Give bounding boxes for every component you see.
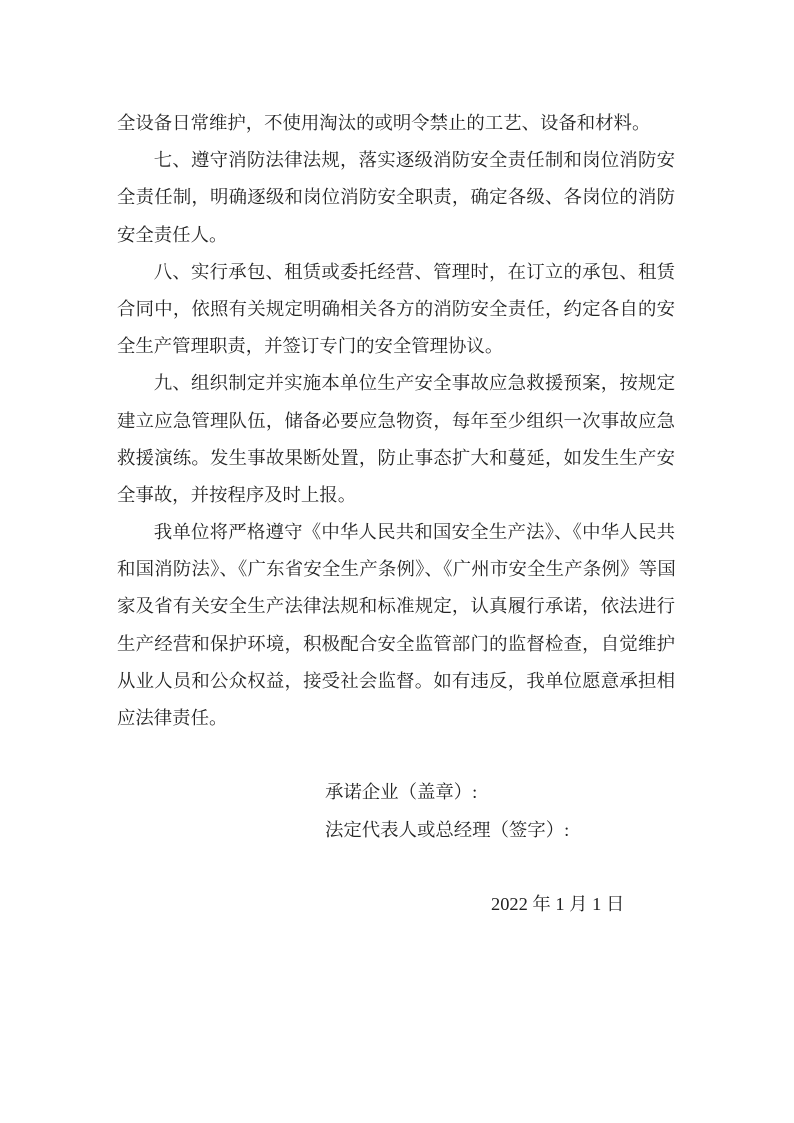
body-line: 九、组织制定并实施本单位生产安全事故应急救援预案，按规定 bbox=[153, 373, 675, 394]
body-line: 全事故，并按程序及时上报。 bbox=[117, 484, 357, 505]
blank-line bbox=[117, 849, 675, 886]
body-line: 从业人员和公众权益，接受社会监督。如有违反，我单位愿意承担相 bbox=[117, 670, 675, 691]
document-text-block bbox=[117, 105, 675, 923]
body-line: 全生产管理职责，并签订专门的安全管理协议。 bbox=[117, 336, 504, 357]
body-line: 我单位将严格遵守《中华人民共和国安全生产法》、《中华人民共 bbox=[153, 522, 675, 543]
signature-representative-line: 法定代表人或总经理（签字）: bbox=[325, 819, 570, 840]
body-line: 救援演练。发生事故果断处置，防止事态扩大和蔓延，如发生生产安 bbox=[117, 447, 675, 468]
body-line: 建立应急管理队伍，储备必要应急物资，每年至少组织一次事故应急 bbox=[117, 410, 675, 431]
signature-company-line: 承诺企业（盖章）: bbox=[325, 782, 478, 803]
body-line: 和国消防法》、《广东省安全生产条例》、《广州市安全生产条例》等国 bbox=[117, 559, 675, 580]
body-line: 安全责任人。 bbox=[117, 224, 228, 245]
body-line: 全责任制，明确逐级和岗位消防安全职责，确定各级、各岗位的消防 bbox=[117, 187, 675, 208]
date-line: 2022 年 1 月 1 日 bbox=[491, 893, 625, 914]
body-line: 生产经营和保护环境，积极配合安全监管部门的监督检查，自觉维护 bbox=[117, 633, 675, 654]
body-line: 家及省有关安全生产法律法规和标准规定，认真履行承诺，依法进行 bbox=[117, 596, 675, 617]
body-line: 全设备日常维护，不使用淘汰的或明令禁止的工艺、设备和材料。 bbox=[117, 113, 651, 133]
body-line: 应法律责任。 bbox=[117, 708, 228, 728]
body-line: 八、实行承包、租赁或委托经营、管理时，在订立的承包、租赁 bbox=[153, 261, 675, 282]
body-line: 七、遵守消防法律法规，落实逐级消防安全责任制和岗位消防安 bbox=[153, 150, 675, 171]
blank-line bbox=[117, 737, 675, 774]
body-line: 合同中，依照有关规定明确相关各方的消防安全责任，约定各自的安 bbox=[117, 298, 675, 319]
